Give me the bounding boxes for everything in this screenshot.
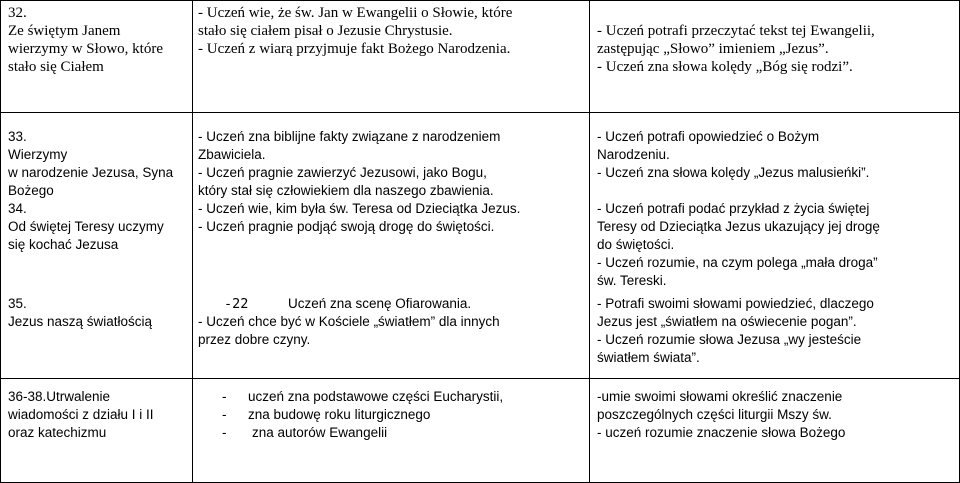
row4-req-item	[222, 406, 584, 424]
row2-out-line: - Uczeń zna słowa kolędy „Jezus malusieńki”.	[597, 165, 870, 180]
row1-out-line: - Uczeń potrafi przeczytać tekst tej Ewangelii,	[597, 23, 875, 39]
row4-outcomes	[597, 388, 955, 442]
row4-req-item	[222, 424, 584, 442]
row2-topic-line: w narodzenie Jezusa, Syna	[8, 165, 174, 180]
row4-topic-line: oraz katechizmu	[8, 425, 107, 440]
row1-outcomes	[597, 22, 955, 76]
row2-req-line: - Uczeń pragnie zawierzyć Jezusowi, jako Bogu,	[198, 165, 487, 180]
row2-req-line: który stał się człowiekiem dla naszego zbawienia.	[198, 183, 494, 198]
row4-out-line: - uczeń rozumie znaczenie słowa Bożego	[597, 425, 846, 440]
row3-out-line: światłem świata”.	[597, 350, 700, 365]
row2-topic-line: się kochać Jezusa	[8, 237, 119, 252]
row1-req-line: - Uczeń z wiarą przyjmuje fakt Bożego Narodzenia.	[198, 41, 511, 57]
row1-topic-line: stało się Ciałem	[8, 59, 104, 75]
bullet-dash: -	[222, 389, 227, 404]
row2-out-line: św. Tereski.	[597, 273, 667, 288]
row3-topic	[8, 295, 190, 331]
row1-topic	[8, 4, 190, 76]
row1-requirements	[198, 4, 584, 58]
row1-req-line: - Uczeń wie, że św. Jan w Ewangelii o Słowie, które	[198, 5, 513, 21]
bullet-dash: -	[222, 407, 227, 422]
row2-outcomes-a	[597, 128, 955, 182]
row2-out-line: - Uczeń rozumie, na czym polega „mała droga”	[597, 255, 878, 270]
row1-req-line: stało się ciałem pisał o Jezusie Chrystusie.	[198, 23, 453, 39]
table-divider-col1	[192, 0, 193, 483]
row2-topic	[8, 128, 190, 254]
row4-topic	[8, 388, 190, 442]
row3-requirements	[198, 295, 584, 349]
row2-out-line: Teresy od Dzieciątka Jezus ukazujący jej drogę	[597, 219, 880, 234]
row3-number: -22	[224, 296, 249, 312]
row4-out-line: -umie swoimi słowami określić znaczenie	[597, 389, 843, 404]
row2-req-line: - Uczeń pragnie podjąć swoją drogę do świętości.	[198, 219, 495, 234]
row1-topic-line: wierzymy w Słowo, które	[8, 41, 163, 57]
row1-topic-line: Ze świętym Janem	[8, 23, 121, 39]
row2-req-line: - Uczeń zna biblijne fakty związane z narodzeniem	[198, 129, 501, 144]
row4-topic-line: 36-38.Utrwalenie	[8, 389, 111, 404]
row3-outcomes	[597, 295, 955, 367]
row2-out-line: do świętości.	[597, 237, 675, 252]
row2-topic-line: Od świętej Teresy uczymy	[8, 219, 164, 234]
table-border-left	[0, 0, 1, 483]
row2-out-line: - Uczeń potrafi podać przykład z życia świętej	[597, 201, 870, 216]
row4-req-item	[222, 388, 584, 406]
bullet-dash: -	[222, 425, 227, 440]
row2-out-line: Narodzeniu.	[597, 147, 670, 162]
row3-out-line: - Uczeń rozumie słowa Jezusa „wy jesteście	[597, 332, 862, 347]
row3-req-first-line	[198, 295, 584, 313]
row1-out-line: - Uczeń zna słowa kolędy „Bóg się rodzi”.	[597, 59, 853, 75]
row4-topic-line: wiadomości z działu I i II	[8, 407, 154, 422]
table-border-top	[0, 0, 960, 1]
row2-req-line: Zbawiciela.	[198, 147, 266, 162]
row3-topic-line: Jezus naszą światłością	[8, 314, 153, 329]
row4-req-text: zna budowę roku liturgicznego	[248, 407, 431, 422]
row4-requirements	[222, 388, 584, 442]
row3-out-line: Jezus jest „światłem na oświecenie pogan”.	[597, 314, 857, 329]
row4-req-text: zna autorów Ewangelii	[252, 425, 388, 440]
row4-req-text: uczeń zna podstawowe części Eucharystii,	[248, 389, 504, 404]
row2-topic-line: Wierzymy	[8, 147, 68, 162]
table-divider-col2	[589, 0, 590, 483]
row1-out-line: zastępując „Słowo” imieniem „Jezus”.	[597, 41, 829, 57]
row2-topic-line: 34.	[8, 201, 27, 216]
row2-topic-line: 33.	[8, 129, 27, 144]
row3-req-line: - Uczeń chce być w Kościele „światłem” dla innych	[198, 314, 500, 329]
row3-topic-line: 35.	[8, 296, 27, 311]
row1-topic-line: 32.	[8, 5, 27, 21]
row3-req-first: Uczeń zna scenę Ofiarowania.	[288, 296, 472, 311]
table-row-divider-1	[0, 112, 960, 113]
row2-out-line: - Uczeń potrafi opowiedzieć o Bożym	[597, 129, 820, 144]
row2-requirements	[198, 128, 584, 236]
table-row-divider-2	[0, 378, 960, 379]
row2-outcomes-b	[597, 200, 955, 290]
row3-out-line: - Potrafi swoimi słowami powiedzieć, dlaczego	[597, 296, 874, 311]
row2-topic-line: Bożego	[8, 183, 54, 198]
row3-req-line: przez dobre czyny.	[198, 332, 311, 347]
row4-out-line: poszczególnych części liturgii Mszy św.	[597, 407, 832, 422]
row2-req-line: - Uczeń wie, kim była św. Teresa od Dzieciątka Jezus.	[198, 201, 521, 216]
